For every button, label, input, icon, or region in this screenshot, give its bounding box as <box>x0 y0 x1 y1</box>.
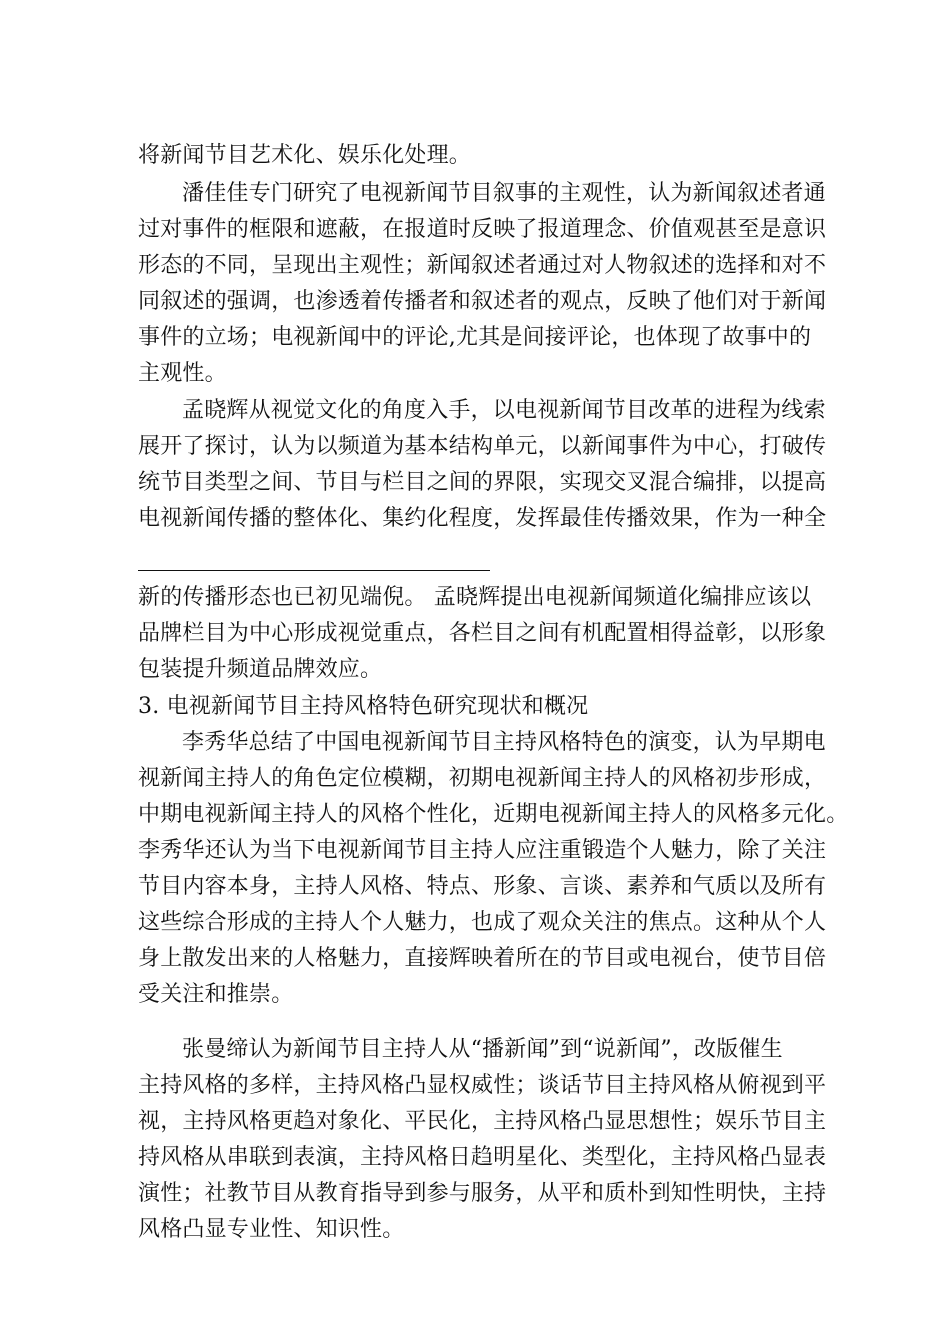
text-line: 形态的不同，呈现出主观性；新闻叙述者通过对人物叙述的选择和对不 <box>138 253 827 278</box>
text-line: 风格凸显专业性、知识性。 <box>138 1217 405 1242</box>
text-line: 张曼缔认为新闻节目主持人从“播新闻”到“说新闻”，改版催生 <box>182 1037 783 1062</box>
text-line: 李秀华还认为当下电视新闻节目主持人应注重锻造个人魅力，除了关注 <box>138 838 827 863</box>
text-line: 品牌栏目为中心形成视觉重点，各栏目之间有机配置相得益彰，以形象 <box>138 621 827 646</box>
text-line: 身上散发出来的人格魅力，直接辉映着所在的节目或电视台，使节目倍 <box>138 946 827 971</box>
text-line: 将新闻节目艺术化、娱乐化处理。 <box>138 143 472 168</box>
text-line: 受关注和推崇。 <box>138 982 294 1007</box>
text-line: 展开了探讨，认为以频道为基本结构单元，以新闻事件为中心，打破传 <box>138 434 827 459</box>
text-line: 电视新闻传播的整体化、集约化程度，发挥最佳传播效果，作为一种全 <box>138 506 827 531</box>
text-line: 持风格从串联到表演，主持风格日趋明星化、类型化，主持风格凸显表 <box>138 1145 827 1170</box>
text-line: 潘佳佳专门研究了电视新闻节目叙事的主观性，认为新闻叙述者通 <box>182 181 826 206</box>
document-page <box>138 0 849 1344</box>
text-line: 包装提升频道品牌效应。 <box>138 657 383 682</box>
text-line: 孟晓辉从视觉文化的角度入手，以电视新闻节目改革的进程为线索 <box>182 398 826 423</box>
text-line: 视，主持风格更趋对象化、平民化，主持风格凸显思想性；娱乐节目主 <box>138 1109 827 1134</box>
section-heading: 3. 电视新闻节目主持风格特色研究现状和概况 <box>138 694 589 719</box>
text-line: 同叙述的强调，也渗透着传播者和叙述者的观点，反映了他们对于新闻 <box>138 289 827 314</box>
text-line: 主观性。 <box>138 361 227 386</box>
text-line: 节目内容本身，主持人风格、特点、形象、言谈、素养和气质以及所有 <box>138 874 827 899</box>
text-line: 新的传播形态也已初见端倪。 孟晓辉提出电视新闻频道化编排应该以 <box>138 585 812 610</box>
footnote-divider <box>138 570 490 571</box>
text-line: 这些综合形成的主持人个人魅力，也成了观众关注的焦点。这种从个人 <box>138 910 827 935</box>
text-line: 主持风格的多样，主持风格凸显权威性；谈话节目主持风格从俯视到平 <box>138 1073 827 1098</box>
text-line: 李秀华总结了中国电视新闻节目主持风格特色的演变，认为早期电 <box>182 730 826 755</box>
text-line: 过对事件的框限和遮蔽，在报道时反映了报道理念、价值观甚至是意识 <box>138 217 827 242</box>
text-line: 演性；社教节目从教育指导到参与服务，从平和质朴到知性明快，主持 <box>138 1181 827 1206</box>
text-line: 统节目类型之间、节目与栏目之间的界限，实现交叉混合编排，以提高 <box>138 470 827 495</box>
text-line: 事件的立场；电视新闻中的评论,尤其是间接评论，也体现了故事中的 <box>138 325 812 350</box>
text-line: 视新闻主持人的角色定位模糊，初期电视新闻主持人的风格初步形成， <box>138 766 827 791</box>
text-line: 中期电视新闻主持人的风格个性化，近期电视新闻主持人的风格多元化。 <box>138 802 849 827</box>
